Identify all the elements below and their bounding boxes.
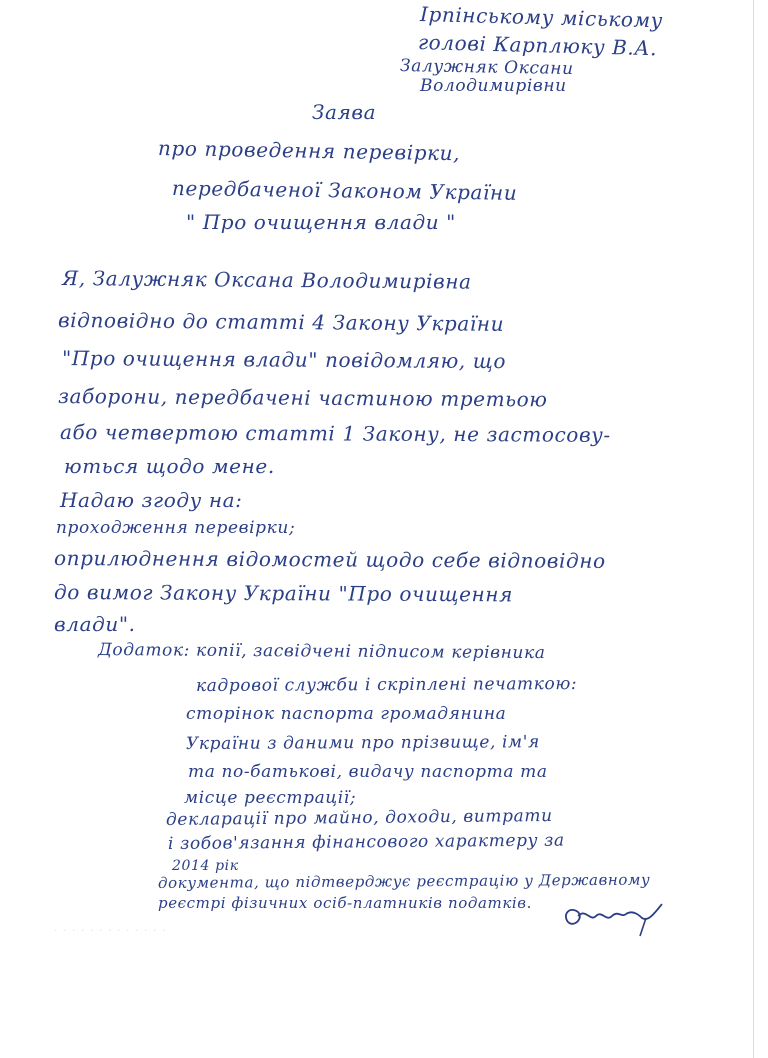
consent-heading: Надаю згоду на: [60, 488, 243, 512]
body-line-4: заборони, передбачені частиною третьою [57, 384, 548, 412]
body-line-6: ються щодо мене. [64, 454, 275, 478]
addressee-line-3: Залужняк Оксани [399, 56, 574, 80]
body-line-1: Я, Залужняк Оксана Володимирівна [61, 266, 472, 294]
body-line-3: "Про очищення влади" повідомляю, що [61, 346, 507, 374]
document-title: Заява [312, 100, 377, 124]
body-line-2: відповідно до статті 4 Закону України [57, 308, 505, 336]
title-subject-line-2: передбаченої Законом України [171, 176, 518, 205]
appendix-line-10: документа, що підтверджує реєстрацію у Державному [157, 870, 651, 892]
appendix-line-8: і зобов'язання фінансового характеру за [167, 830, 565, 854]
appendix-line-6: місце реєстрації; [184, 788, 357, 808]
appendix-heading: Додаток: копії, засвідчені підписом керівника [97, 640, 546, 664]
consent-item-2-line-1: оприлюднення відомостей щодо себе відповідно [53, 546, 606, 573]
appendix-line-4: України з даними про прізвище, ім'я [185, 732, 540, 754]
body-line-5: або четвертою статті 1 Закону, не застосову- [59, 420, 611, 447]
addressee-line-4: Володимирівни [420, 76, 567, 96]
title-subject-line-1: про проведення перевірки, [157, 136, 461, 166]
consent-item-2-line-3: влади". [54, 612, 136, 636]
appendix-line-5: та по-батькові, видачу паспорта та [188, 762, 548, 782]
appendix-line-3: сторінок паспорта громадянина [186, 704, 507, 724]
addressee-line-2: голові Карплюку В.А. [417, 30, 658, 61]
appendix-line-9: 2014 рік [172, 858, 239, 874]
addressee-line-1: Ірпінському міському [419, 2, 664, 33]
appendix-line-11: реєстрі фізичних осіб-платників податків. [158, 894, 532, 912]
consent-item-2-line-2: до вимог Закону України "Про очищення [53, 580, 514, 607]
page-edge-divider [753, 0, 754, 1058]
appendix-line-7: декларації про майно, доходи, витрати [165, 805, 553, 830]
title-subject-line-3: " Про очищення влади " [186, 210, 456, 234]
faint-stamp-imprint: · · · · · · · · · · · · · [54, 924, 167, 937]
signature [556, 892, 676, 942]
appendix-line-2: кадрової служби і скріплені печаткою: [195, 674, 578, 696]
consent-item-1: проходження перевірки; [56, 518, 296, 538]
